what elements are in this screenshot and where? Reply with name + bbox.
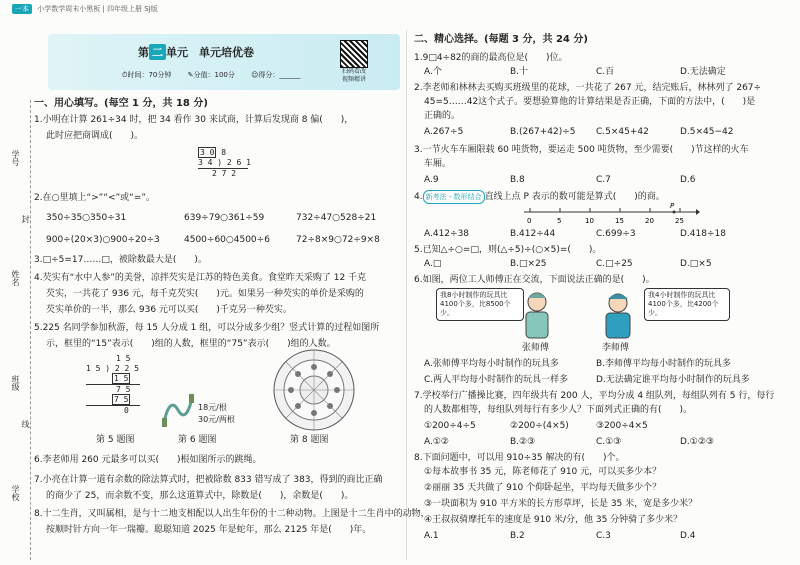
r-q8-s4: ④王叔叔骑摩托车的速度是 910 米/分，他 35 分钟骑了多少米？ — [424, 515, 683, 525]
r-q7-expr-2: ②200÷(4×5) — [510, 421, 569, 431]
r-q1-opt-d[interactable]: D.无法确定 — [680, 67, 726, 77]
unit-number: 二 — [149, 44, 166, 60]
r-q6-opt-a[interactable]: A.张师傅平均每小时制作的玩具多 — [424, 359, 559, 369]
q2-r2c: 72÷8×9○72÷9×8 — [296, 235, 380, 245]
q2-text: 2.在○里填上“>”“<”或“=”。 — [34, 193, 156, 203]
r-q5-opt-d[interactable]: D.□×5 — [680, 259, 712, 269]
r-q6-opt-c[interactable]: C.两人平均每小时制作的玩具一样多 — [424, 375, 569, 385]
point-p — [673, 211, 676, 214]
r-q4-text: 直线上点 P 表示的数可能是算式( )的商。 — [484, 192, 665, 202]
r-q6-opt-b[interactable]: B.李师傅平均每小时制作的玩具多 — [596, 359, 732, 369]
got-text: 得分： — [258, 71, 280, 79]
book-title: 小学数学周末小黑板 — [37, 5, 101, 13]
fig6-label: 第 6 题图 — [178, 435, 217, 445]
q7-line1: 7.小亮在计算一道有余数的除法算式时，把被除数 833 错写成了 383，得到的商比正确 — [34, 475, 383, 485]
nl-tick-15: 15 — [615, 217, 624, 225]
fig5-r0: 0 — [86, 405, 140, 416]
worker-li-icon — [598, 290, 638, 340]
q3-text: 3.□÷5=17……□，被除数最大是( )。 — [34, 255, 207, 265]
r-q1-opt-c[interactable]: C.百 — [596, 67, 615, 77]
margin-name: 姓名 — [11, 270, 20, 286]
fig5-label: 第 5 题图 — [96, 435, 135, 445]
r-q8-opt-b[interactable]: B.2 — [510, 531, 525, 541]
r-q4-opt-a[interactable]: A.412÷38 — [424, 229, 470, 239]
fig8-label: 第 8 题图 — [290, 435, 329, 445]
q5-line1: 5.225 名同学参加秋游，每 15 人分成 1 组，可以分成多少组？竖式计算的过程如图所 — [34, 323, 380, 333]
q2-r1c: 732÷47○528÷21 — [296, 213, 377, 223]
r-q8-opt-c[interactable]: C.3 — [596, 531, 611, 541]
r-q2-line2: 45=5……42这个式子。要想验算他的计算结果是否正确，下面的方法中，( )是 — [424, 97, 756, 107]
r-q7-opt-b[interactable]: B.②③ — [510, 437, 536, 447]
margin-class: 班级 — [11, 375, 20, 391]
fig5-long-division — [86, 354, 140, 416]
r-q2-opt-c[interactable]: C.5×45+42 — [596, 127, 649, 137]
r-q7-line2: 的人数都相等，每组队列每行有多少人？下面列式正确的有( )。 — [424, 405, 693, 415]
column-divider — [406, 30, 407, 560]
fig5-r75: 7 5 — [86, 384, 140, 395]
margin-student-id: 学号 — [11, 150, 20, 166]
rope-price-1: 18元/根 — [198, 403, 227, 412]
q2-r2a: 900÷(20×3)○900÷20÷3 — [46, 235, 160, 245]
r-q6: 6.如图，两位工人师傅正在交流，下面说法正确的是( )。 — [414, 275, 655, 285]
nl-tick-10: 10 — [585, 217, 594, 225]
r-q1: 1.9□4÷82的商的最高位是( )位。 — [414, 53, 568, 63]
margin-seal: 封 — [21, 215, 30, 223]
fig5-divisor-line: 1 5 ) 2 2 5 — [86, 364, 139, 373]
q8-line2: 按顺时针方向一年一瑞瓣。聪聪知道 2025 年是蛇年，那么 2125 年是( )年。 — [46, 525, 372, 535]
r-q2-opt-a[interactable]: A.267÷5 — [424, 127, 464, 137]
brand-badge: 一本 — [12, 4, 32, 14]
r-q2-line1: 2.李老师和林林去买购买班级里的花球，一共花了 267 元，结完账后，林林列了 267÷ — [414, 83, 762, 93]
q8-line1: 8.十二生肖，又叫属相，是与十二地支相配以人出生年份的十二种动物。上图是十二生肖中的动物， — [34, 509, 430, 519]
r-q8: 8.下面问题中，可以用 910÷35 解决的有( )个。 — [414, 453, 625, 463]
q2-r1a: 350÷35○350÷31 — [46, 213, 127, 223]
score-icon: ✎ — [187, 71, 194, 79]
worker-li-label: 李师傅 — [602, 343, 630, 353]
r-q2-opt-d[interactable]: D.5×45−42 — [680, 127, 734, 137]
r-q6-opt-d[interactable]: D.无法确定谁平均每小时制作的玩具多 — [596, 375, 750, 385]
margin-line: 线 — [21, 420, 30, 428]
q4-line3: 芡实单价的一半，那么 936 元可以买( )千克另一种芡实。 — [46, 305, 292, 315]
worker-zhang-icon — [520, 290, 554, 340]
r-q7-line1: 7.学校举行广播操比赛，四年级共有 200 人，平均分成 4 组队列，每组队列有 5 行，每行 — [414, 391, 775, 401]
speech-bubble-zhang: 我8小时制作的玩具比4100个多，比8500个少。 — [436, 288, 524, 321]
r-q5-opt-b[interactable]: B.□×25 — [510, 259, 547, 269]
q1-line1: 1.小明在计算 261÷34 时，把 34 看作 30 来试商，计算后发现商 8 偏( )， — [34, 115, 354, 125]
r-q4-row: 4. 新考法・数形结合 直线上点 P 表示的数可能是算式( )的商。 — [414, 192, 665, 202]
new-method-tag: 新考法・数形结合 — [423, 190, 485, 204]
r-q7-opt-d[interactable]: D.①②③ — [680, 437, 714, 447]
title-pre: 第 — [138, 46, 149, 59]
qr-caption: 扫码看改 视频精讲 — [341, 68, 366, 83]
r-q1-opt-a[interactable]: A.个 — [424, 67, 442, 77]
q1-calc — [198, 148, 251, 179]
r-q1-opt-b[interactable]: B.十 — [510, 67, 529, 77]
r-q4-opt-c[interactable]: C.699÷3 — [596, 229, 636, 239]
point-p-label: P — [670, 202, 675, 210]
r-q7-opt-a[interactable]: A.①② — [424, 437, 449, 447]
grade-label: 四年级上册 SJ版 — [107, 5, 158, 13]
r-q4-opt-d[interactable]: D.418÷18 — [680, 229, 726, 239]
margin-school: 学校 — [11, 485, 20, 501]
q2-r2b: 4500÷60○4500÷6 — [184, 235, 270, 245]
nl-tick-20: 20 — [645, 217, 654, 225]
rope-price-2: 30元/两根 — [198, 415, 235, 424]
fig5-box15: 1 5 — [114, 374, 129, 383]
r-q4-opt-b[interactable]: B.412÷44 — [510, 229, 556, 239]
zodiac-wheel-icon — [272, 348, 356, 432]
r-q8-opt-d[interactable]: D.4 — [680, 531, 696, 541]
q1-calc-top: 3 0 8 — [200, 148, 227, 157]
r-q5-opt-a[interactable]: A.□ — [424, 259, 442, 269]
score-text: 分值：100分 — [193, 71, 235, 79]
q6-text: 6.李老师用 260 元最多可以买( )根如图所示的跳绳。 — [34, 455, 262, 465]
page-header: 一本 小学数学周末小黑板 | 四年级上册 SJ版 — [12, 4, 158, 14]
q1-calc-sub: 2 7 2 — [198, 168, 248, 179]
nl-tick-25: 25 — [675, 217, 684, 225]
unit-title — [138, 44, 254, 60]
section-1-title: 一、用心填写。(每空 1 分，共 18 分) — [34, 98, 208, 109]
got-icon: ☺ — [251, 71, 259, 79]
time-text: 时间：70分钟 — [127, 71, 172, 79]
q2-r1b: 639÷79○361÷59 — [184, 213, 265, 223]
q1-line2: 此时应把商调成( )。 — [46, 131, 144, 141]
q5-line2: 示，框里的“15”表示( )组的人数，框里的“75”表示( )组的人数。 — [46, 339, 336, 349]
exam-info: ⏱时间：70分钟 ✎分值：100分 ☺得分：______ — [122, 71, 301, 79]
q1-calc-div: 3 4 ) 2 6 1 — [198, 158, 251, 167]
speech-bubble-li: 我4小时制作的玩具比4100个多，比4200个少。 — [644, 288, 730, 321]
r-q3-line1: 3.一节火车车厢限载 60 吨货物，要运走 500 吨货物，至少需要( )节这样的火车 — [414, 145, 749, 155]
r-q3-opt-b[interactable]: B.8 — [510, 175, 525, 185]
r-q5-opt-c[interactable]: C.□÷25 — [596, 259, 633, 269]
r-q3-opt-a[interactable]: A.9 — [424, 175, 439, 185]
r-q3-opt-c[interactable]: C.7 — [596, 175, 611, 185]
r-q7-expr-1: ①200÷4÷5 — [424, 421, 476, 431]
r-q7-expr-3: ③200÷4×5 — [596, 421, 648, 431]
q7-line2: 的商少了 25，而余数不变，那么这道算式中，除数是( )，余数是( )。 — [46, 491, 354, 501]
jump-rope-icon — [160, 392, 196, 428]
nl-tick-0: 0 — [527, 217, 532, 225]
title-post: 单元 单元培优卷 — [166, 46, 254, 59]
r-q8-s1: ①每本故事书 35 元，陈老师花了 910 元，可以买多少本？ — [424, 467, 662, 477]
r-q2-opt-b[interactable]: B.(267+42)÷5 — [510, 127, 576, 137]
fig5-box75: 7 5 — [114, 395, 129, 404]
fig5-quotient: 1 5 — [116, 354, 131, 363]
q4-line1: 4.芡实有“水中人参”的美誉，凉拌芡实是江苏的特色美食。食堂昨天采购了 12 千克 — [34, 273, 367, 283]
r-q2-line3: 正确的。 — [424, 111, 461, 121]
r-q7-opt-c[interactable]: C.①③ — [596, 437, 622, 447]
clock-icon: ⏱ — [122, 71, 128, 79]
r-q3-opt-d[interactable]: D.6 — [680, 175, 696, 185]
section-2-title: 二、精心选择。(每题 3 分，共 24 分) — [414, 34, 588, 45]
r-q8-opt-a[interactable]: A.1 — [424, 531, 439, 541]
r-q8-s2: ②丽丽 35 天共做了 910 个仰卧起坐，平均每天做多少个？ — [424, 483, 662, 493]
qr-code-icon[interactable] — [340, 40, 368, 68]
nl-tick-5: 5 — [557, 217, 562, 225]
r-q3-line2: 车厢。 — [424, 159, 452, 169]
q4-line2: 芡实，一共花了 936 元，每千克芡实( )元。如果另一种芡实的单价是采购的 — [46, 289, 364, 299]
r-q8-s3: ③一块面积为 910 平方米的长方形草坪，长是 35 米，宽是多少米？ — [424, 499, 698, 509]
worker-zhang-label: 张师傅 — [522, 343, 550, 353]
number-line — [520, 202, 700, 226]
r-q5: 5.已知△÷○=□，则(△÷5)÷(○×5)=( )。 — [414, 245, 602, 255]
